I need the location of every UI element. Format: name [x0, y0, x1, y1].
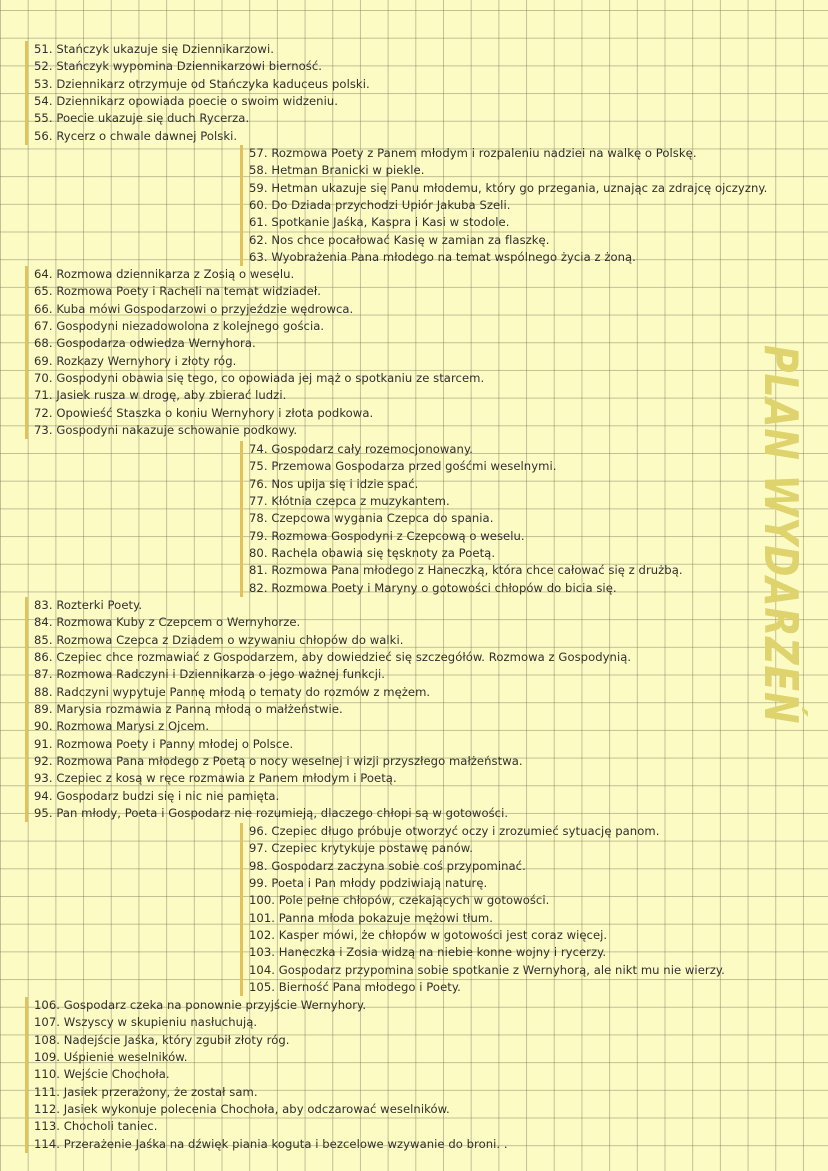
event-item: 105. Bierność Pana młodego i Poety. — [249, 980, 461, 995]
event-item: 85. Rozmowa Czepca z Dziadem o wzywaniu chłopów do walki. — [34, 632, 404, 647]
event-item: 100. Pole pełne chłopów, czekających w gotowości. — [249, 893, 550, 908]
event-item: 102. Kasper mówi, że chłopów w gotowości jest coraz więcej. — [249, 928, 608, 943]
events-section-7 — [25, 997, 508, 1153]
event-item: 114. Przerażenie Jaśka na dźwięk piania koguta i bezcelowe wzywanie do broni. . — [34, 1136, 508, 1151]
event-item: 82. Rozmowa Poety i Maryny o gotowości chłopów do bicia się. — [249, 580, 617, 595]
event-item: 106. Gospodarz czeka na ponownie przyjście Wernyhory. — [34, 998, 367, 1012]
event-item: 107. Wszyscy w skupieniu nasłuchują. — [34, 1015, 258, 1030]
event-item: 87. Rozmowa Radczyni i Dziennikarza o jego ważnej funkcji. — [34, 667, 386, 682]
events-section-5 — [25, 597, 631, 822]
event-item: 75. Przemowa Gospodarza przed gośćmi weselnymi. — [249, 459, 557, 474]
event-item: 53. Dziennikarz otrzymuje od Stańczyka kaduceus polski. — [34, 76, 370, 91]
event-item: 97. Czepiec krytykuje postawę panów. — [249, 841, 473, 856]
event-item: 57. Rozmowa Poety z Panem młodym i rozpaleniu nadziei na walkę o Polskę. — [249, 146, 697, 160]
events-section-3 — [25, 266, 484, 439]
event-item: 112. Jasiek wykonuje polecenia Chochoła, aby odczarować weselników. — [34, 1102, 450, 1117]
page-title — [754, 345, 808, 725]
event-item: 98. Gospodarz zaczyna sobie coś przypominać. — [249, 858, 526, 873]
event-item: 104. Gospodarz przypomina sobie spotkanie z Wernyhorą, ale nikt mu nie wierzy. — [249, 962, 725, 977]
event-item: 55. Poecie ukazuje się duch Rycerza. — [34, 111, 250, 126]
event-item: 74. Gospodarz cały rozemocjonowany. — [249, 442, 473, 456]
event-item: 103. Haneczka i Zosia widzą na niebie konne wojny i rycerzy. — [249, 945, 607, 960]
event-item: 92. Rozmowa Pana młodego z Poetą o nocy weselnej i wizji przyszłego małżeństwa. — [34, 754, 523, 769]
event-item: 70. Gospodyni obawia się tego, co opowiada jej mąż o spotkaniu ze starcem. — [34, 371, 485, 386]
event-item: 93. Czepiec z kosą w ręce rozmawia z Panem młodym i Poetą. — [34, 771, 397, 786]
event-item: 89. Marysia rozmawia z Panną młodą o małżeństwie. — [34, 702, 343, 717]
events-section-1 — [25, 41, 370, 145]
event-item: 59. Hetman ukazuje się Panu młodemu, który go przegania, uznając za zdrajcę ojczyzny. — [249, 180, 768, 195]
events-section-4 — [240, 441, 683, 597]
event-item: 52. Stańczyk wypomina Dziennikarzowi bierność. — [34, 59, 322, 74]
event-item: 96. Czepiec długo próbuje otworzyć oczy i zrozumieć sytuację panom. — [249, 824, 660, 838]
event-item: 91. Rozmowa Poety i Panny młodej o Polsce. — [34, 736, 294, 751]
event-item: 58. Hetman Branicki w piekle. — [249, 163, 425, 178]
event-item: 99. Poeta i Pan młody podziwiają naturę. — [249, 876, 488, 891]
event-item: 63. Wyobrażenia Pana młodego na temat wspólnego życia z żoną. — [249, 250, 636, 265]
event-item: 110. Wejście Chochoła. — [34, 1067, 170, 1082]
event-item: 90. Rozmowa Marysi z Ojcem. — [34, 719, 210, 734]
events-section-2 — [240, 145, 767, 266]
event-item: 101. Panna młoda pokazuje mężowi tłum. — [249, 910, 493, 925]
event-item: 108. Nadejście Jaśka, który zgubił złoty róg. — [34, 1032, 290, 1047]
event-item: 73. Gospodyni nakazuje schowanie podkowy. — [34, 423, 298, 438]
event-item: 109. Uśpienie weselników. — [34, 1050, 188, 1065]
event-item: 81. Rozmowa Pana młodego z Haneczką, która chce całować się z drużbą. — [249, 563, 683, 578]
event-item: 88. Radczyni wypytuje Pannę młodą o tematy do rozmów z mężem. — [34, 684, 431, 699]
event-item: 77. Kłótnia czepca z muzykantem. — [249, 494, 450, 509]
event-item: 86. Czepiec chce rozmawiać z Gospodarzem, aby dowiedzieć się szczegółów. Rozmowa z Gospodynią. — [34, 650, 632, 665]
event-item: 113. Chocholi taniec. — [34, 1119, 158, 1134]
event-item: 94. Gospodarz budzi się i nic nie pamięta. — [34, 788, 280, 803]
event-item: 76. Nos upija się i idzie spać. — [249, 476, 419, 491]
event-item: 64. Rozmowa dziennikarza z Zosią o weselu. — [34, 267, 295, 281]
event-item: 61. Spotkanie Jaśka, Kaspra i Kasi w stodole. — [249, 215, 510, 230]
event-item: 54. Dziennikarz opowiada poecie o swoim widzeniu. — [34, 94, 338, 109]
event-item: 72. Opowieść Staszka o koniu Wernyhory i złota podkowa. — [34, 405, 374, 420]
event-item: 68. Gospodarza odwiedza Wernyhora. — [34, 336, 256, 351]
event-item: 79. Rozmowa Gospodyni z Czepcową o weselu. — [249, 528, 525, 543]
event-item: 62. Nos chce pocałować Kasię w zamian za flaszkę. — [249, 232, 550, 247]
event-item: 56. Rycerz o chwale dawnej Polski. — [34, 128, 238, 143]
event-item: 80. Rachela obawia się tęsknoty za Poetą. — [249, 546, 496, 561]
event-item: 51. Stańczyk ukazuje się Dziennikarzowi. — [34, 42, 274, 56]
page-title-text: PLAN WYDARZEŃ — [754, 345, 808, 725]
event-item: 67. Gospodyni niezadowolona z kolejnego gościa. — [34, 319, 325, 334]
event-item: 83. Rozterki Poety. — [34, 598, 143, 612]
event-item: 95. Pan młody, Poeta i Gospodarz nie rozumieją, dlaczego chłopi są w gotowości. — [34, 806, 509, 821]
event-item: 78. Czepcowa wygania Czepca do spania. — [249, 511, 494, 526]
event-item: 65. Rozmowa Poety i Racheli na temat widziadeł. — [34, 284, 321, 299]
event-item: 66. Kuba mówi Gospodarzowi o przyjeździe wędrowca. — [34, 301, 354, 316]
event-item: 60. Do Dziada przychodzi Upiór Jakuba Szeli. — [249, 198, 511, 213]
event-item: 69. Rozkazy Wernyhory i złoty róg. — [34, 353, 237, 368]
event-item: 111. Jasiek przerażony, że został sam. — [34, 1084, 258, 1099]
event-item: 84. Rozmowa Kuby z Czepcem o Wernyhorze. — [34, 615, 301, 630]
events-section-6 — [240, 823, 725, 996]
event-item: 71. Jasiek rusza w drogę, aby zbierać ludzi. — [34, 388, 287, 403]
